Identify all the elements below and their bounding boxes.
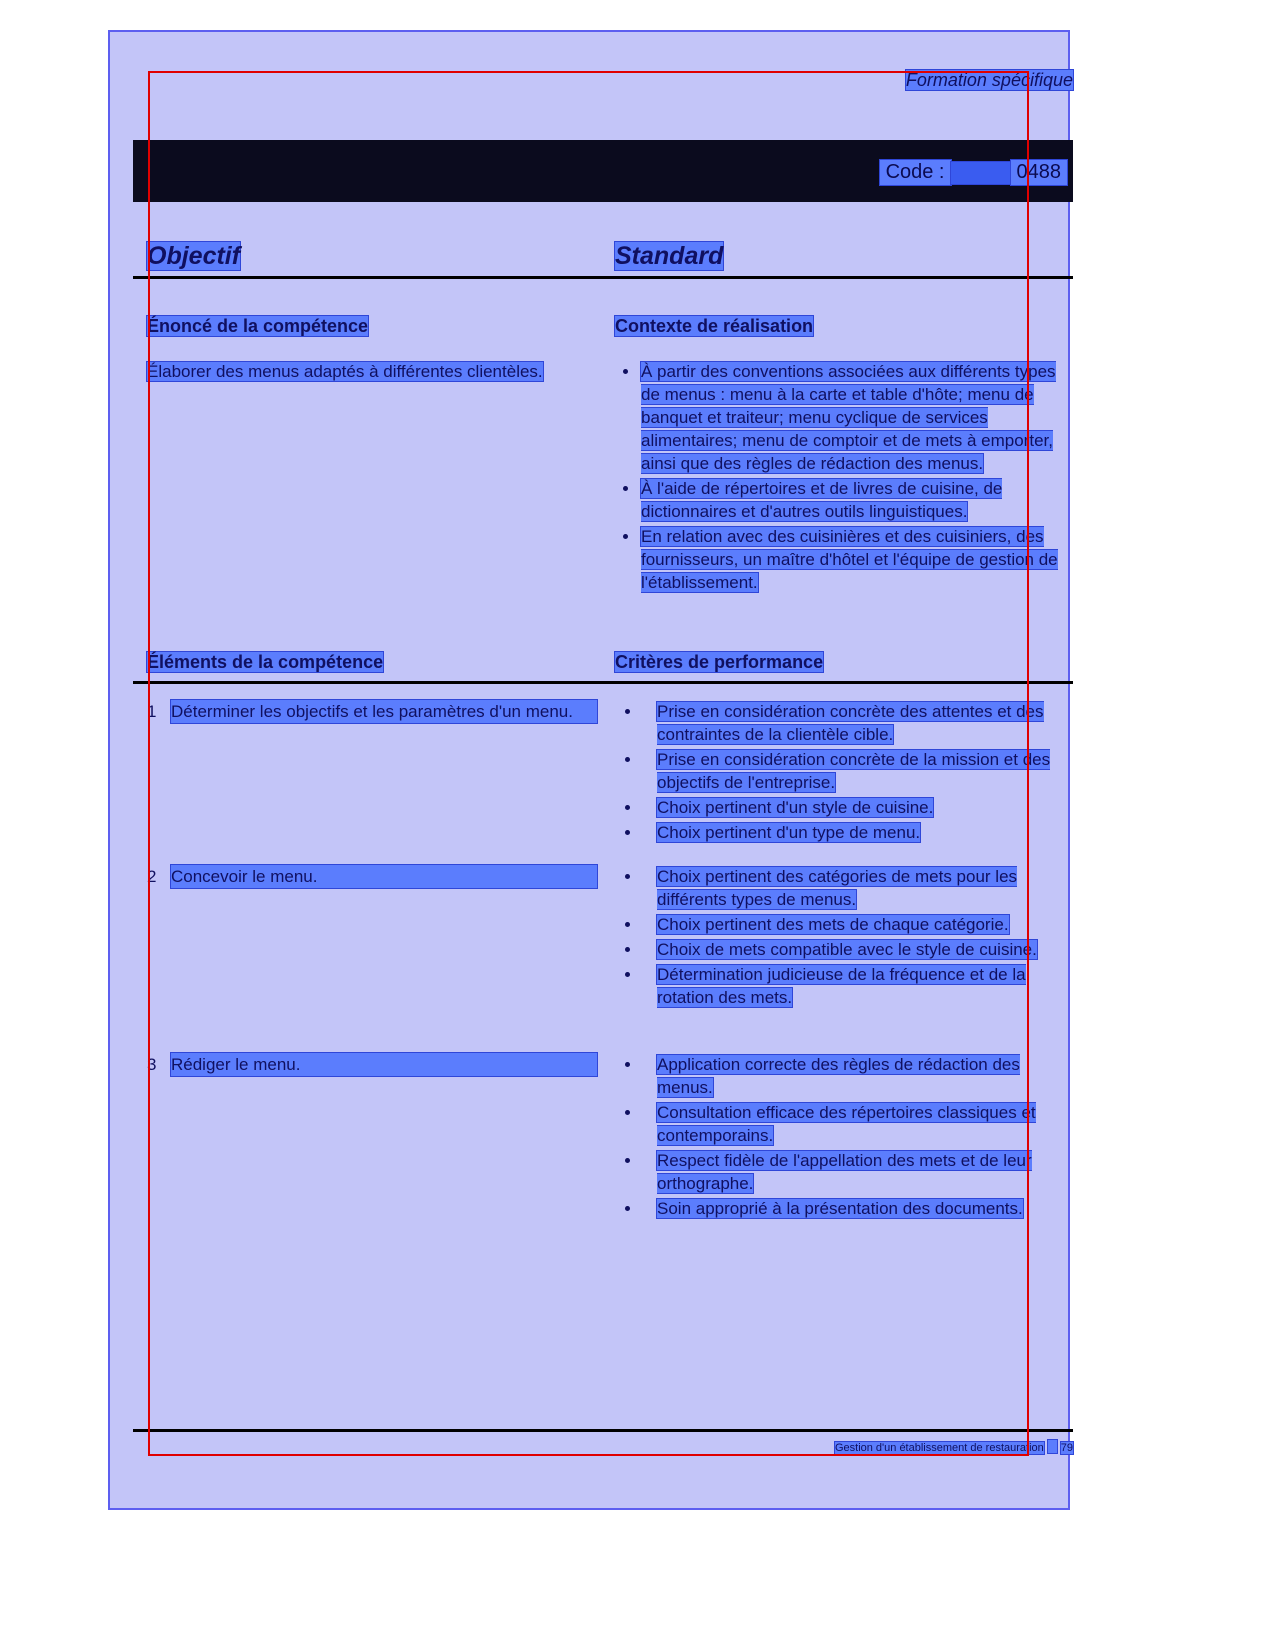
title-standard-text: Standard: [615, 242, 724, 270]
critere-text: Soin approprié à la présentation des documents.: [657, 1199, 1023, 1218]
title-standard: [615, 242, 723, 271]
element-text: Déterminer les objectifs et les paramètres d'un menu.: [171, 700, 597, 723]
contexte-body: [615, 360, 1070, 596]
footer-page-number: 79: [1060, 1442, 1073, 1454]
code-block: [880, 160, 1067, 185]
list-item: [615, 913, 1070, 936]
list-item: [615, 1197, 1070, 1220]
code-value: 0488: [1011, 160, 1068, 185]
heading-contexte-realisation: [615, 316, 813, 337]
contexte-item-text: À l'aide de répertoires et de livres de cuisine, de dictionnaires et d'autres outils linguistiques.: [641, 479, 1003, 521]
code-label: Code :: [880, 160, 951, 185]
contexte-item-text: À partir des conventions associées aux différents types de menus : menu à la carte et table d'hôte; menu de banquet et traiteur; menu cyclique de services alimentaires; menu de comptoir et de mets à emporter, ainsi que des règles de rédaction des menus.: [641, 362, 1056, 473]
heading-contexte-text: Contexte de réalisation: [615, 316, 814, 336]
list-item: [615, 938, 1070, 961]
critere-text: Consultation efficace des répertoires classiques et contemporains.: [657, 1103, 1036, 1145]
divider-middle: [133, 681, 1073, 684]
critere-text: Choix pertinent des catégories de mets pour les différents types de menus.: [657, 867, 1018, 909]
enonce-body: [147, 360, 597, 383]
code-spacer: [951, 162, 1011, 184]
heading-criteres-text: Critères de performance: [615, 652, 824, 672]
footer-separator: [1048, 1440, 1057, 1453]
critere-text: Respect fidèle de l'appellation des mets et de leur orthographe.: [657, 1151, 1032, 1193]
heading-criteres-performance: [615, 652, 823, 673]
list-item: [615, 477, 1070, 523]
critere-text: Prise en considération concrète des attentes et des contraintes de la clientèle cible.: [657, 702, 1044, 744]
element-number: 2: [147, 867, 157, 886]
document-header: [906, 70, 1073, 91]
criteres-list: [615, 1053, 1070, 1220]
contexte-item-text: En relation avec des cuisinières et des cuisiniers, des fournisseurs, un maître d'hôtel et l'équipe de gestion de l'établissement.: [641, 527, 1058, 592]
divider-top: [133, 276, 1073, 279]
list-item: [615, 525, 1070, 594]
criteres-row: [615, 865, 1070, 1011]
element-number: 1: [147, 702, 157, 721]
heading-enonce-competence: [147, 316, 368, 337]
list-item: [615, 1053, 1070, 1099]
header-formation-specifique: Formation spécifique: [905, 70, 1073, 90]
critere-text: Choix pertinent d'un type de menu.: [657, 823, 921, 842]
criteres-row: [615, 1053, 1070, 1222]
element-text: Concevoir le menu.: [171, 865, 597, 888]
critere-text: Choix de mets compatible avec le style de cuisine.: [657, 940, 1037, 959]
element-row: [147, 1053, 597, 1076]
critere-text: Choix pertinent des mets de chaque catégorie.: [657, 915, 1009, 934]
element-text: Rédiger le menu.: [171, 1053, 597, 1076]
critere-text: Choix pertinent d'un style de cuisine.: [657, 798, 934, 817]
enonce-text: Élaborer des menus adaptés à différentes clientèles.: [147, 362, 543, 381]
title-objectif-text: Objectif: [147, 242, 241, 270]
document-footer: [133, 1440, 1073, 1454]
list-item: [615, 700, 1070, 746]
list-item: [615, 360, 1070, 475]
critere-text: Détermination judicieuse de la fréquence et de la rotation des mets.: [657, 965, 1026, 1007]
heading-elements-competence: [147, 652, 383, 673]
heading-elements-text: Éléments de la compétence: [147, 652, 384, 672]
element-row: [147, 865, 597, 888]
list-item: [615, 1101, 1070, 1147]
criteres-list: [615, 700, 1070, 844]
list-item: [615, 796, 1070, 819]
element-number: 3: [147, 1055, 157, 1074]
list-item: [615, 963, 1070, 1009]
critere-text: Application correcte des règles de rédaction des menus.: [657, 1055, 1020, 1097]
divider-bottom: [133, 1429, 1073, 1432]
element-row: [147, 700, 597, 723]
criteres-row: [615, 700, 1070, 846]
title-bar: [133, 140, 1073, 202]
critere-text: Prise en considération concrète de la mission et des objectifs de l'entreprise.: [657, 750, 1051, 792]
document-content: [133, 60, 1073, 1480]
list-item: [615, 865, 1070, 911]
contexte-list: [615, 360, 1070, 594]
list-item: [615, 1149, 1070, 1195]
heading-enonce-text: Énoncé de la compétence: [147, 316, 369, 336]
footer-title: Gestion d'un établissement de restauration: [834, 1442, 1044, 1454]
title-objectif: [147, 242, 240, 271]
criteres-list: [615, 865, 1070, 1009]
list-item: [615, 748, 1070, 794]
list-item: [615, 821, 1070, 844]
